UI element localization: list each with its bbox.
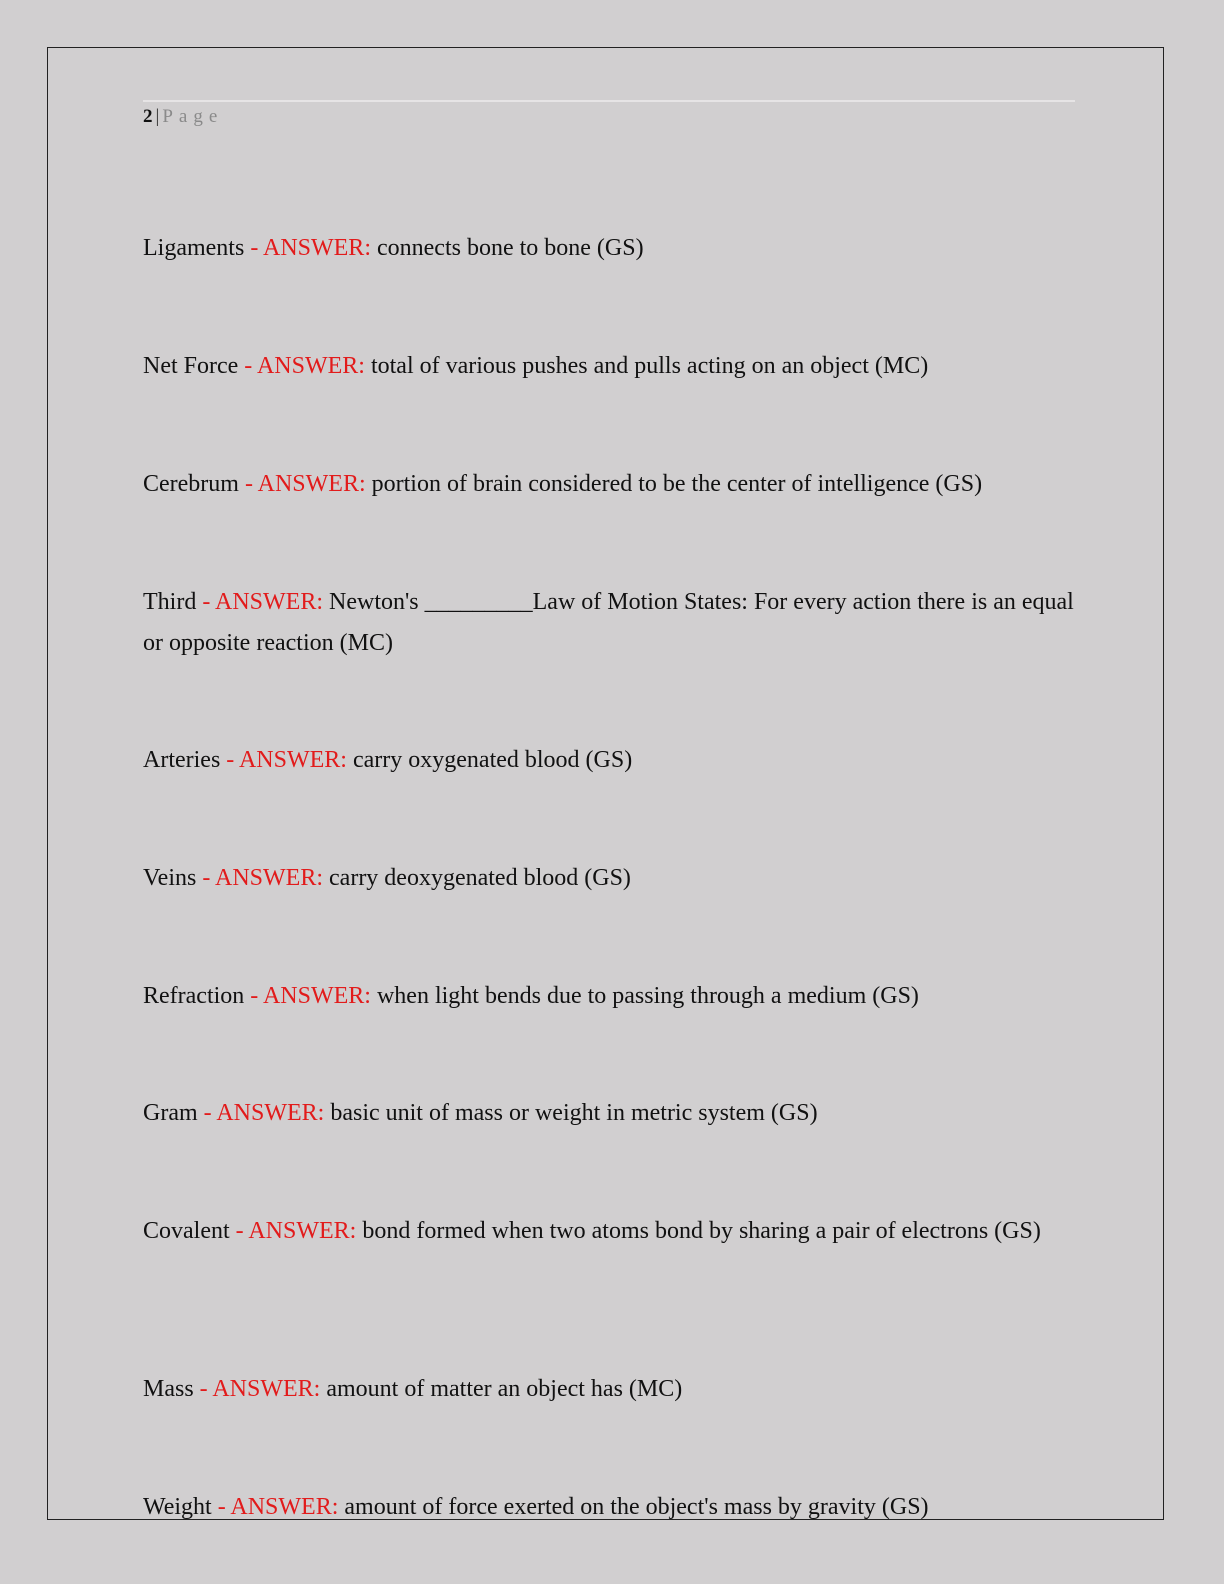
entry-definition: Newton's _________Law of Motion States: For every action there is an equal or opposite reaction (MC) xyxy=(143,589,1074,656)
entry-definition: amount of matter an object has (MC) xyxy=(326,1376,683,1402)
qa-entry-arteries xyxy=(143,740,1083,781)
entry-answer-marker: - ANSWER: xyxy=(244,235,377,261)
qa-entry-third xyxy=(143,582,1083,664)
entry-term: Refraction xyxy=(143,983,245,1009)
entry-definition: carry oxygenated blood (GS) xyxy=(352,747,633,773)
entry-definition: bond formed when two atoms bond by sharing a pair of electrons (GS) xyxy=(362,1218,1041,1244)
entry-definition: basic unit of mass or weight in metric system (GS) xyxy=(330,1100,818,1126)
entry-answer-marker: - ANSWER: xyxy=(197,1100,331,1126)
qa-entry-weight xyxy=(143,1487,1083,1520)
entry-answer-marker: - ANSWER: xyxy=(193,1376,327,1402)
qa-entry-net-force xyxy=(143,346,1083,387)
entry-term: Covalent xyxy=(143,1218,230,1244)
entry-term: Third xyxy=(143,589,197,615)
entry-term: Gram xyxy=(143,1100,198,1126)
page-header xyxy=(143,106,223,128)
entry-definition: total of various pushes and pulls acting on an object (MC) xyxy=(370,353,929,379)
entry-term: Cerebrum xyxy=(143,471,239,497)
entry-definition: portion of brain considered to be the center of intelligence (GS) xyxy=(371,471,983,497)
entry-term: Net Force xyxy=(143,353,239,379)
entry-term: Veins xyxy=(143,865,197,891)
qa-entry-refraction xyxy=(143,976,1083,1017)
entry-term: Weight xyxy=(143,1494,212,1520)
qa-entry-covalent xyxy=(143,1211,1083,1252)
entry-definition: connects bone to bone (GS) xyxy=(376,235,644,261)
entry-answer-marker: - ANSWER: xyxy=(220,747,353,773)
entry-answer-marker: - ANSWER: xyxy=(211,1494,345,1520)
entry-term: Ligaments xyxy=(143,235,245,261)
entry-answer-marker: - ANSWER: xyxy=(244,983,377,1009)
entry-definition: amount of force exerted on the object's mass by gravity (GS) xyxy=(344,1494,929,1520)
page-header-separator: | xyxy=(155,106,160,127)
qa-entry-cerebrum xyxy=(143,464,1083,505)
entry-term: Mass xyxy=(143,1376,194,1402)
entry-definition: carry deoxygenated blood (GS) xyxy=(329,865,631,891)
header-rule xyxy=(143,100,1075,102)
entry-answer-marker: - ANSWER: xyxy=(238,353,371,379)
page-number: 2 xyxy=(143,106,153,127)
qa-entry-mass xyxy=(143,1369,1083,1410)
entry-answer-marker: - ANSWER: xyxy=(238,471,372,497)
qa-entry-veins xyxy=(143,858,1083,899)
entry-definition: when light bends due to passing through a medium (GS) xyxy=(376,983,919,1009)
qa-entry-gram xyxy=(143,1093,1083,1134)
qa-entry-ligaments xyxy=(143,228,1083,269)
entry-term: Arteries xyxy=(143,747,221,773)
entry-answer-marker: - ANSWER: xyxy=(196,865,330,891)
entry-answer-marker: - ANSWER: xyxy=(229,1218,363,1244)
document-page xyxy=(47,47,1164,1520)
page-label: Page xyxy=(162,106,224,127)
entry-answer-marker: - ANSWER: xyxy=(196,589,329,615)
